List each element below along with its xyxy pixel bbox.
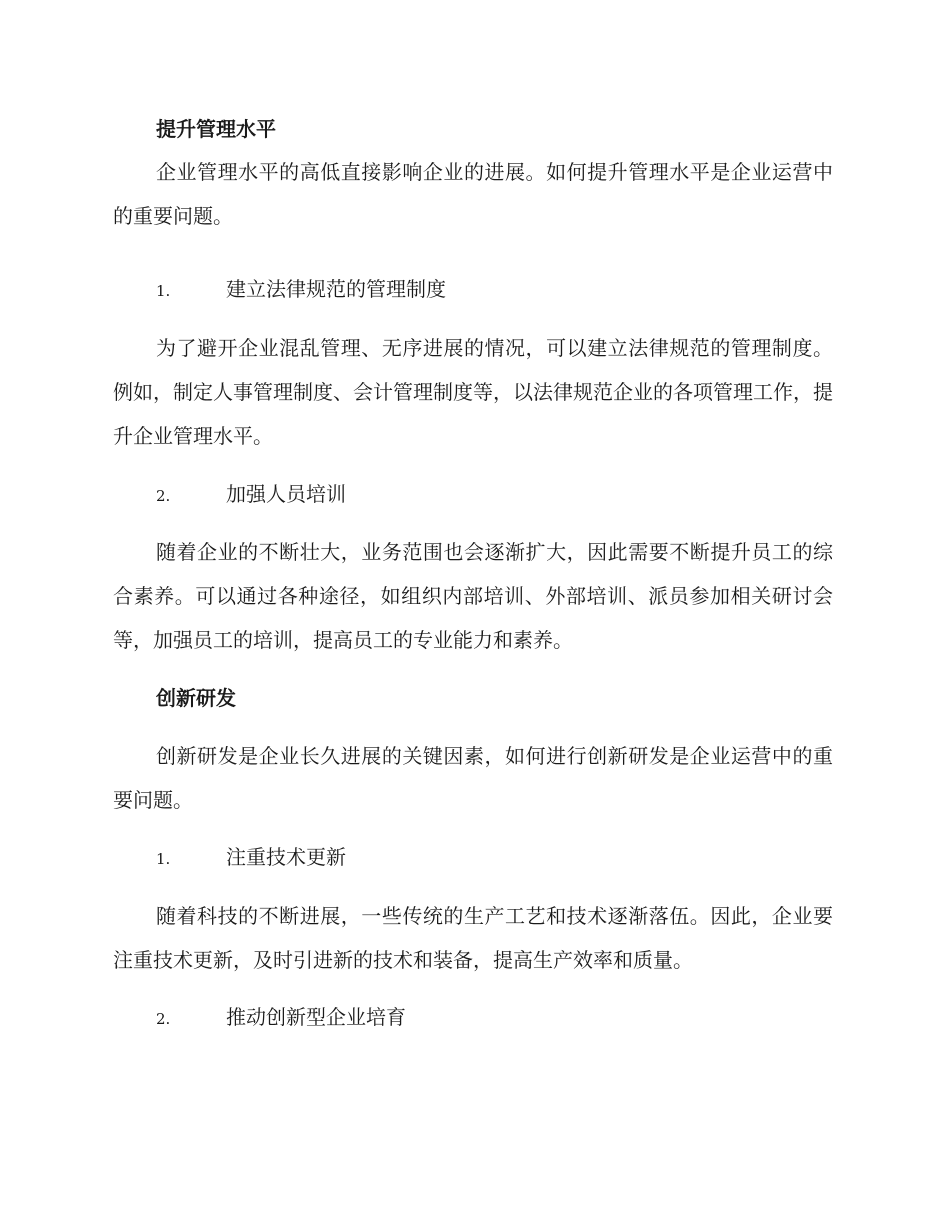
list-item-title: 加强人员培训 [226,482,346,506]
list-item-heading [113,1002,876,1034]
section-heading: 提升管理水平 [156,117,276,141]
list-item-heading [113,479,876,511]
list-item-heading [113,842,876,874]
list-item-number: 1. [156,850,171,868]
list-item-heading [113,274,876,306]
list-item-number: 2. [156,487,171,505]
section-intro: 企业管理水平的高低直接影响企业的进展。如何提升管理水平是企业运营中的重要问题。 [113,160,833,228]
list-item-title: 建立法律规范的管理制度 [226,277,446,301]
section-intro: 创新研发是企业长久进展的关键因素，如何进行创新研发是企业运营中的重要问题。 [113,744,833,812]
list-item-number: 2. [156,1010,171,1028]
list-item-number: 1. [156,282,171,300]
section-heading: 创新研发 [156,686,236,710]
list-item-body: 随着科技的不断进展，一些传统的生产工艺和技术逐渐落伍。因此，企业要注重技术更新，及时引进新的技术和装备，提高生产效率和质量。 [113,904,833,972]
list-item-title: 推动创新型企业培育 [226,1005,406,1029]
list-item-body: 为了避开企业混乱管理、无序进展的情况，可以建立法律规范的管理制度。例如，制定人事管理制度、会计管理制度等，以法律规范企业的各项管理工作，提升企业管理水平。 [113,336,833,448]
list-item-title: 注重技术更新 [226,845,346,869]
list-item-body: 随着企业的不断壮大，业务范围也会逐渐扩大，因此需要不断提升员工的综合素养。可以通过各种途径，如组织内部培训、外部培训、派员参加相关研讨会等，加强员工的培训，提高员工的专业能力和素养。 [113,540,833,652]
